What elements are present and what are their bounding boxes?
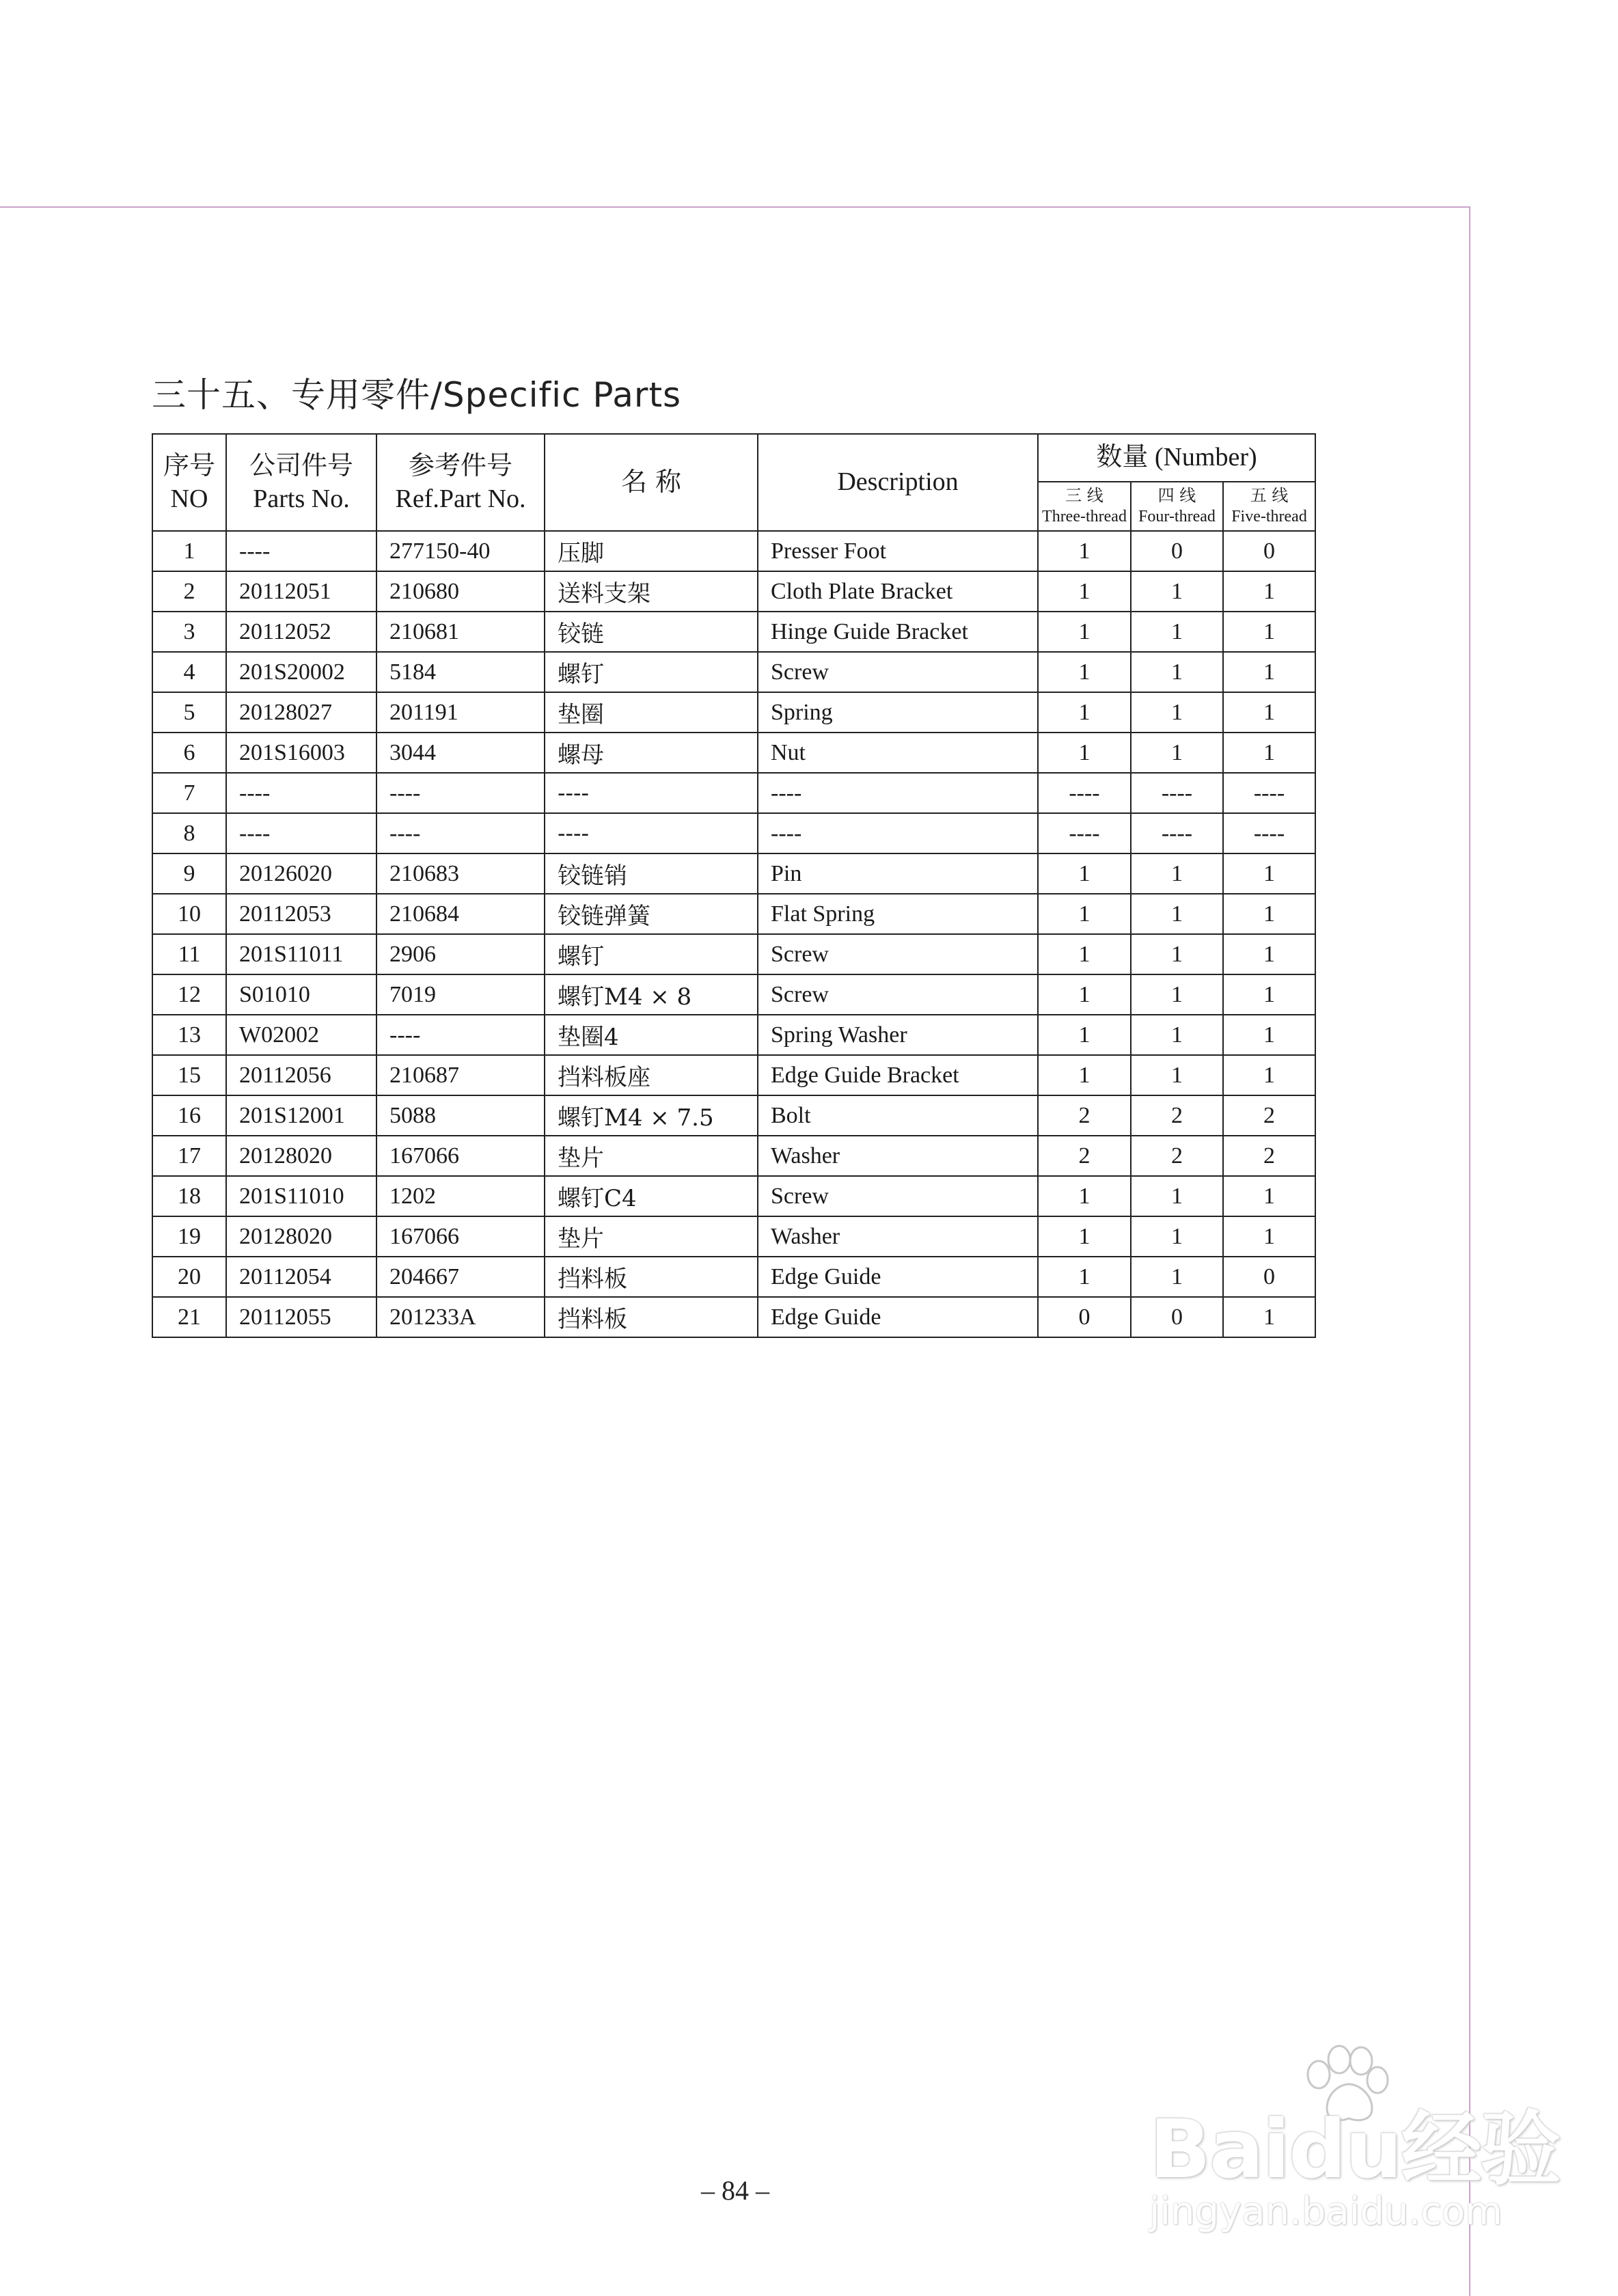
cell-qty-five-thread: 1 [1223,652,1315,692]
cell-name-zh: ---- [545,773,758,813]
cell-parts-no: 20128020 [226,1216,376,1257]
page-frame-top [0,206,1470,208]
cell-ref-part-no: 201233A [376,1297,545,1337]
cell-qty-five-thread: 1 [1223,1216,1315,1257]
cell-parts-no: 20112052 [226,612,376,652]
cell-name-zh: 螺钉M4 × 7.5 [545,1095,758,1136]
cell-name-zh: 螺钉 [545,652,758,692]
table-row [152,894,1315,934]
header-name [545,434,758,531]
cell-qty-five-thread: 1 [1223,974,1315,1015]
cell-name-zh: 螺钉C4 [545,1176,758,1216]
header-three-en: Three-thread [1042,508,1127,525]
cell-no: 21 [152,1297,226,1337]
cell-name-zh: 挡料板座 [545,1055,758,1095]
cell-qty-three-thread: 0 [1038,1297,1131,1337]
cell-qty-three-thread: 1 [1038,612,1131,652]
table-row [152,733,1315,773]
header-four-zh: 四 线 [1157,485,1196,505]
table-row [152,853,1315,894]
cell-description: Bolt [758,1095,1038,1136]
cell-description: Spring [758,692,1038,733]
cell-name-zh: 铰链销 [545,853,758,894]
cell-parts-no: ---- [226,773,376,813]
cell-qty-three-thread: 1 [1038,733,1131,773]
cell-no: 5 [152,692,226,733]
cell-description: Screw [758,1176,1038,1216]
cell-no: 13 [152,1015,226,1055]
cell-qty-four-thread: 1 [1131,934,1223,974]
page-frame-right [1469,206,1470,2296]
header-five-zh: 五 线 [1250,485,1289,505]
header-four-thread [1131,482,1223,531]
cell-qty-five-thread: ---- [1223,773,1315,813]
cell-parts-no: 201S16003 [226,733,376,773]
cell-parts-no: 20112055 [226,1297,376,1337]
header-parts-zh: 公司件号 [249,450,353,480]
cell-ref-part-no: 201191 [376,692,545,733]
header-no [152,434,226,531]
cell-qty-five-thread: 0 [1223,1257,1315,1297]
cell-no: 11 [152,934,226,974]
cell-description: Hinge Guide Bracket [758,612,1038,652]
cell-name-zh: 压脚 [545,531,758,571]
cell-qty-three-thread: 1 [1038,894,1131,934]
cell-ref-part-no: ---- [376,813,545,853]
cell-description: Washer [758,1216,1038,1257]
cell-name-zh: 送料支架 [545,571,758,612]
cell-parts-no: W02002 [226,1015,376,1055]
cell-no: 9 [152,853,226,894]
cell-description: ---- [758,813,1038,853]
cell-qty-three-thread: 1 [1038,652,1131,692]
cell-name-zh: 挡料板 [545,1297,758,1337]
cell-qty-three-thread: 1 [1038,1257,1131,1297]
cell-parts-no: 201S12001 [226,1095,376,1136]
table-row [152,773,1315,813]
cell-ref-part-no: 210681 [376,612,545,652]
cell-qty-three-thread: 1 [1038,531,1131,571]
table-row [152,974,1315,1015]
cell-parts-no: ---- [226,813,376,853]
cell-parts-no: 201S11010 [226,1176,376,1216]
header-three-thread [1038,482,1131,531]
cell-description: Spring Washer [758,1015,1038,1055]
cell-qty-four-thread: 2 [1131,1095,1223,1136]
parts-table [152,433,1316,1338]
cell-no: 15 [152,1055,226,1095]
cell-description: Presser Foot [758,531,1038,571]
cell-qty-four-thread: 1 [1131,1176,1223,1216]
cell-no: 20 [152,1257,226,1297]
cell-qty-four-thread: ---- [1131,813,1223,853]
cell-name-zh: 垫圈 [545,692,758,733]
cell-name-zh: 垫片 [545,1216,758,1257]
cell-qty-five-thread: 1 [1223,1176,1315,1216]
table-row [152,1297,1315,1337]
table-header [152,434,1315,531]
cell-ref-part-no: 3044 [376,733,545,773]
cell-ref-part-no: 5088 [376,1095,545,1136]
cell-qty-five-thread: 2 [1223,1095,1315,1136]
cell-name-zh: 垫片 [545,1136,758,1176]
table-row [152,1216,1315,1257]
cell-description: Screw [758,652,1038,692]
cell-description: Pin [758,853,1038,894]
cell-no: 17 [152,1136,226,1176]
cell-qty-four-thread: ---- [1131,773,1223,813]
cell-description: Edge Guide Bracket [758,1055,1038,1095]
table-row [152,1136,1315,1176]
cell-qty-three-thread: 1 [1038,1176,1131,1216]
cell-no: 8 [152,813,226,853]
header-ref-en: Ref.Part No. [395,484,526,513]
page-number: – 84 – [701,2175,769,2206]
cell-name-zh: 螺钉 [545,934,758,974]
cell-description: Screw [758,934,1038,974]
watermark-brand: Baidu经验 [1149,2102,1560,2196]
cell-qty-four-thread: 1 [1131,1055,1223,1095]
cell-qty-five-thread: 1 [1223,1015,1315,1055]
cell-qty-three-thread: 1 [1038,1216,1131,1257]
cell-ref-part-no: 167066 [376,1136,545,1176]
table-row [152,1176,1315,1216]
cell-description: Cloth Plate Bracket [758,571,1038,612]
cell-ref-part-no: ---- [376,773,545,813]
cell-no: 4 [152,652,226,692]
cell-name-zh: 铰链弹簧 [545,894,758,934]
cell-name-zh: 挡料板 [545,1257,758,1297]
cell-no: 3 [152,612,226,652]
cell-qty-three-thread: 1 [1038,974,1131,1015]
cell-qty-four-thread: 1 [1131,974,1223,1015]
cell-qty-five-thread: 2 [1223,1136,1315,1176]
header-quantity: 数量 (Number) [1038,434,1315,482]
header-parts-no [226,434,376,531]
cell-qty-three-thread: ---- [1038,773,1131,813]
cell-description: Screw [758,974,1038,1015]
header-ref-zh: 参考件号 [408,450,512,480]
table-row [152,1257,1315,1297]
table-row [152,612,1315,652]
cell-parts-no: S01010 [226,974,376,1015]
cell-parts-no: 20128020 [226,1136,376,1176]
cell-ref-part-no: 167066 [376,1216,545,1257]
cell-qty-three-thread: 1 [1038,1055,1131,1095]
cell-parts-no: ---- [226,531,376,571]
table-row [152,934,1315,974]
cell-qty-five-thread: 1 [1223,612,1315,652]
cell-parts-no: 20112056 [226,1055,376,1095]
header-four-en: Four-thread [1138,508,1216,525]
cell-description: Edge Guide [758,1257,1038,1297]
cell-qty-five-thread: 1 [1223,934,1315,974]
cell-qty-five-thread: ---- [1223,813,1315,853]
cell-qty-three-thread: 1 [1038,692,1131,733]
cell-qty-four-thread: 0 [1131,531,1223,571]
cell-qty-three-thread: 2 [1038,1136,1131,1176]
cell-qty-four-thread: 2 [1131,1136,1223,1176]
cell-qty-three-thread: 1 [1038,934,1131,974]
cell-qty-five-thread: 1 [1223,1297,1315,1337]
cell-no: 7 [152,773,226,813]
cell-qty-four-thread: 1 [1131,894,1223,934]
header-description-en: Description [837,467,959,497]
cell-parts-no: 201S20002 [226,652,376,692]
cell-qty-five-thread: 0 [1223,531,1315,571]
header-five-thread [1223,482,1315,531]
cell-ref-part-no: 277150-40 [376,531,545,571]
cell-ref-part-no: 5184 [376,652,545,692]
cell-qty-five-thread: 1 [1223,853,1315,894]
cell-ref-part-no: 210680 [376,571,545,612]
table-row [152,531,1315,571]
cell-no: 12 [152,974,226,1015]
cell-qty-four-thread: 1 [1131,1216,1223,1257]
watermark-url: jingyan.baidu.com [1149,2189,1503,2234]
cell-qty-four-thread: 1 [1131,652,1223,692]
cell-name-zh: 铰链 [545,612,758,652]
cell-description: Nut [758,733,1038,773]
header-ref-part-no [376,434,545,531]
cell-qty-three-thread: 1 [1038,571,1131,612]
cell-qty-four-thread: 1 [1131,692,1223,733]
table-row [152,692,1315,733]
cell-no: 2 [152,571,226,612]
cell-ref-part-no: 2906 [376,934,545,974]
table-body [152,531,1315,1337]
cell-ref-part-no: 204667 [376,1257,545,1297]
cell-qty-four-thread: 1 [1131,612,1223,652]
cell-ref-part-no: ---- [376,1015,545,1055]
table-row [152,813,1315,853]
cell-no: 10 [152,894,226,934]
header-five-en: Five-thread [1231,508,1307,525]
table-row [152,1015,1315,1055]
cell-qty-three-thread: 1 [1038,853,1131,894]
cell-name-zh: 螺钉M4 × 8 [545,974,758,1015]
cell-name-zh: ---- [545,813,758,853]
header-parts-en: Parts No. [253,484,350,513]
cell-qty-five-thread: 1 [1223,571,1315,612]
cell-qty-four-thread: 0 [1131,1297,1223,1337]
cell-ref-part-no: 7019 [376,974,545,1015]
cell-qty-five-thread: 1 [1223,692,1315,733]
cell-ref-part-no: 210683 [376,853,545,894]
table-row [152,1095,1315,1136]
cell-qty-three-thread: 1 [1038,1015,1131,1055]
cell-qty-four-thread: 1 [1131,1015,1223,1055]
cell-no: 19 [152,1216,226,1257]
cell-no: 6 [152,733,226,773]
cell-no: 16 [152,1095,226,1136]
header-description [758,434,1038,531]
table-row [152,571,1315,612]
cell-parts-no: 20112051 [226,571,376,612]
cell-ref-part-no: 210687 [376,1055,545,1095]
cell-parts-no: 201S11011 [226,934,376,974]
page-title: 三十五、专用零件/Specific Parts [152,375,682,415]
cell-parts-no: 20112054 [226,1257,376,1297]
watermark [1149,2043,1560,2248]
cell-qty-three-thread: ---- [1038,813,1131,853]
cell-qty-four-thread: 1 [1131,1257,1223,1297]
cell-qty-five-thread: 1 [1223,894,1315,934]
header-no-en: NO [170,484,208,513]
cell-qty-four-thread: 1 [1131,853,1223,894]
cell-parts-no: 20112053 [226,894,376,934]
cell-name-zh: 螺母 [545,733,758,773]
cell-description: Washer [758,1136,1038,1176]
header-name-zh: 名 称 [620,467,682,497]
cell-qty-four-thread: 1 [1131,733,1223,773]
cell-description: Edge Guide [758,1297,1038,1337]
cell-name-zh: 垫圈4 [545,1015,758,1055]
cell-qty-five-thread: 1 [1223,1055,1315,1095]
table-row [152,652,1315,692]
cell-parts-no: 20126020 [226,853,376,894]
cell-qty-five-thread: 1 [1223,733,1315,773]
cell-ref-part-no: 210684 [376,894,545,934]
cell-parts-no: 20128027 [226,692,376,733]
cell-no: 18 [152,1176,226,1216]
cell-description: ---- [758,773,1038,813]
header-no-zh: 序号 [163,450,215,480]
header-three-zh: 三 线 [1065,485,1103,505]
table-row [152,1055,1315,1095]
cell-description: Flat Spring [758,894,1038,934]
cell-no: 1 [152,531,226,571]
cell-qty-four-thread: 1 [1131,571,1223,612]
cell-ref-part-no: 1202 [376,1176,545,1216]
cell-qty-three-thread: 2 [1038,1095,1131,1136]
